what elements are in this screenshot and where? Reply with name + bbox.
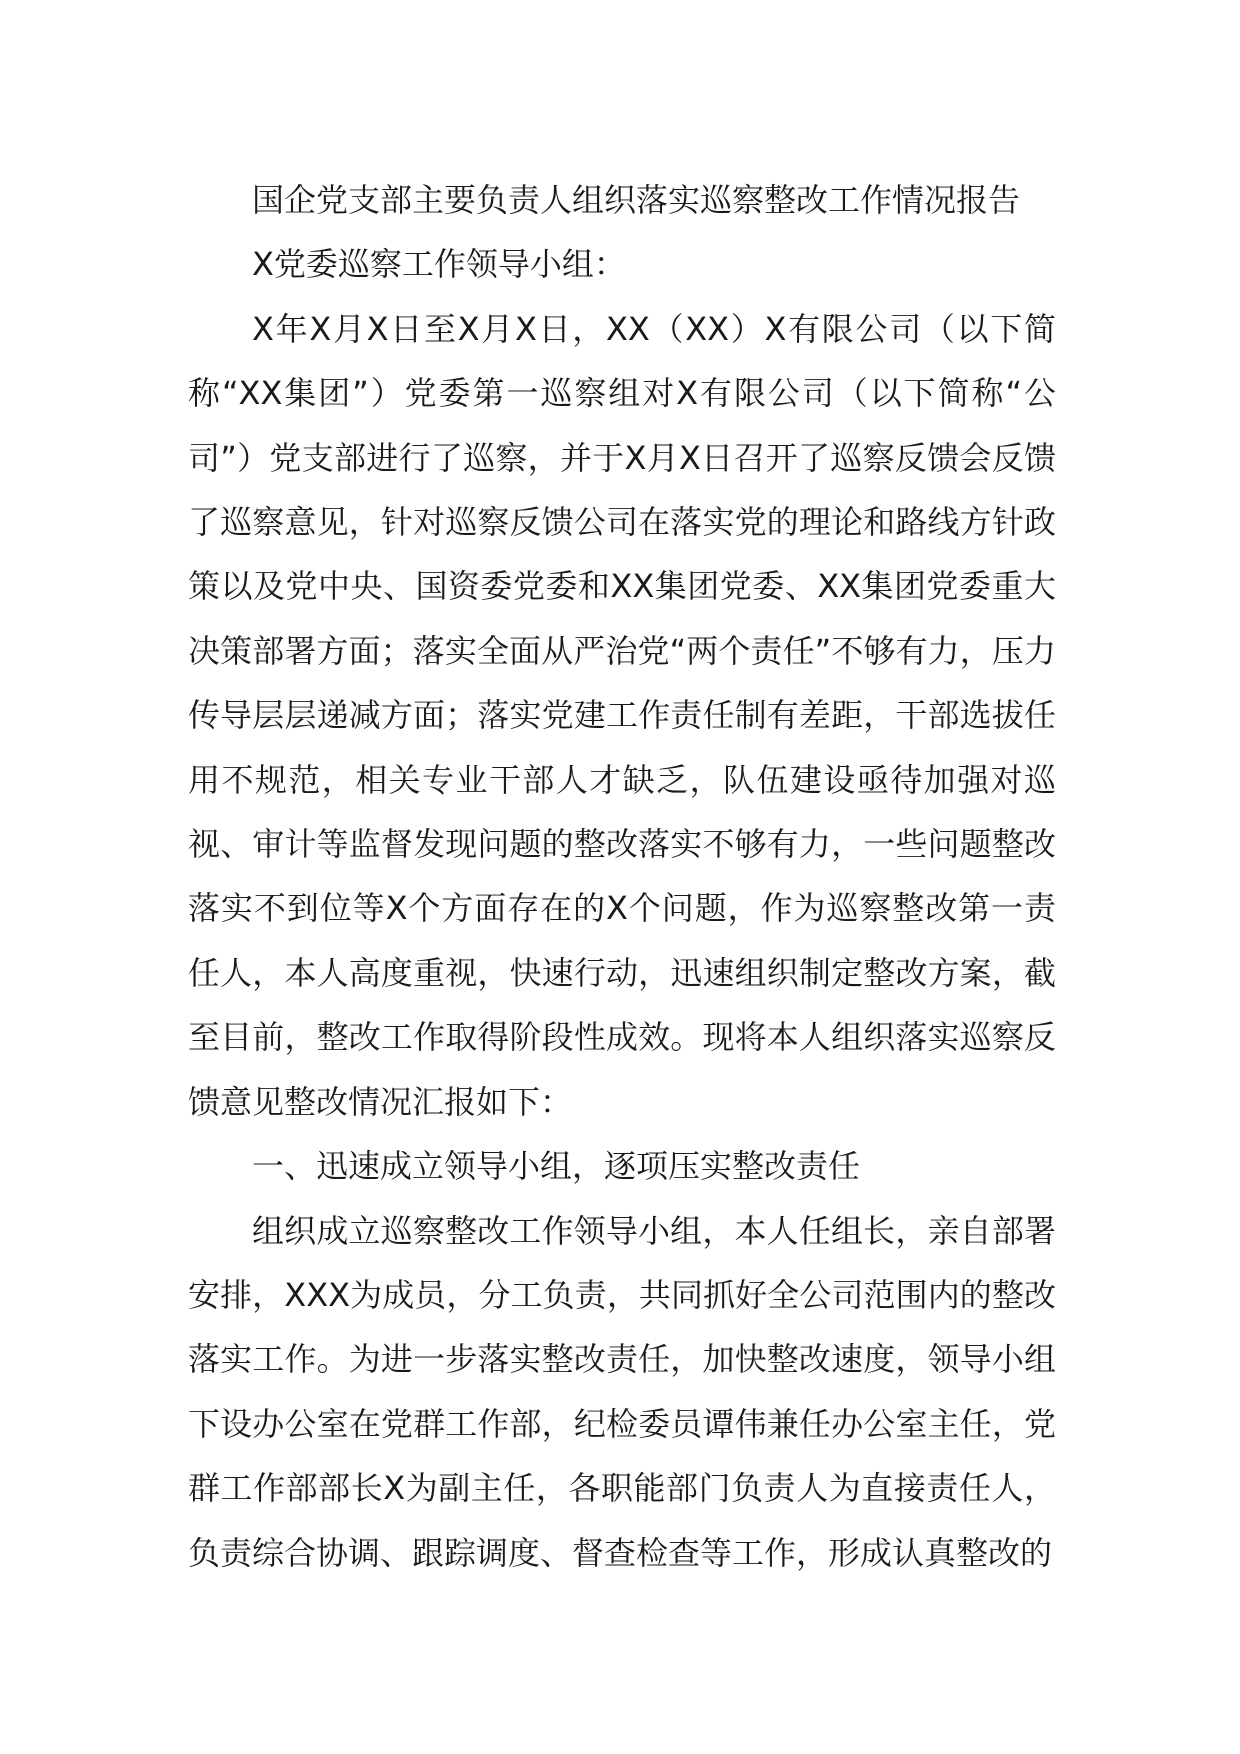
section-heading-1: 一、迅速成立领导小组，逐项压实整改责任	[252, 1147, 861, 1186]
document-title: 国企党支部主要负责人组织落实巡察整改工作情况报告	[252, 181, 1021, 219]
salutation: X党委巡察工作领导小组：	[252, 245, 626, 284]
document-page	[188, 168, 1056, 1585]
body-paragraph-1: X年X月X日至X月X日，XX（XX）X有限公司（以下简称“XX集团”）党委第一巡察组对X有限公司（以下简称“公司”）党支部进行了巡察，并于X月X日召开了巡察反馈会反馈了巡察意见，针对巡察反馈公司在落实党的理论和路线方针政策以及党中央、国资委党委和XX集团党委、XX集团党委重大决策部署方面；落实全面从严治党“两个责任”不够有力，压力传导层层递减方面；落实党建工作责任制有差距，干部选拔任用不规范，相关专业干部人才缺乏，队伍建设亟待加强对巡视、审计等监督发现问题的整改落实不够有力，一些问题整改落实不到位等X个方面存在的X个问题，作为巡察整改第一责任人，本人高度重视，快速行动，迅速组织制定整改方案，截至目前，整改工作取得阶段性成效。现将本人组织落实巡察反馈意见整改情况汇报如下：	[188, 309, 1056, 1121]
body-paragraph-2: 组织成立巡察整改工作领导小组，本人任组长，亲自部署安排，XXX为成员，分工负责，共同抓好全公司范围内的整改落实工作。为进一步落实整改责任，加快整改速度，领导小组下设办公室在党群工作部，纪检委员谭伟兼任办公室主任，党群工作部部长X为副主任，各职能部门负责人为直接责任人，负责综合协调、跟踪调度、督查检查等工作，形成认真整改的	[188, 1211, 1056, 1572]
